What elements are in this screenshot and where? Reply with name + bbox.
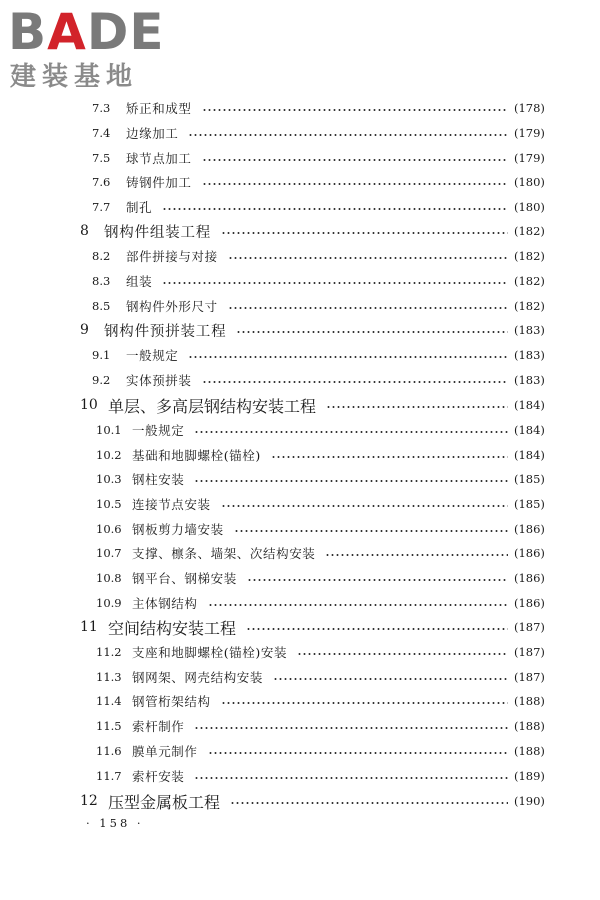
toc-title: 单层、多高层钢结构安装工程 bbox=[108, 396, 317, 416]
toc-title: 支座和地脚螺栓(锚栓)安装 bbox=[132, 645, 288, 660]
toc-page: (183) bbox=[514, 373, 545, 387]
toc-number: 11.2 bbox=[96, 645, 122, 659]
toc-page: (189) bbox=[514, 769, 545, 783]
toc-page: (180) bbox=[514, 200, 545, 214]
toc-number: 9.1 bbox=[92, 348, 111, 362]
toc-number: 8.5 bbox=[92, 299, 111, 313]
toc-page: (183) bbox=[514, 348, 545, 362]
toc-chapter bbox=[0, 615, 600, 639]
dot-leader bbox=[194, 777, 508, 779]
toc-page: (188) bbox=[514, 694, 545, 708]
dot-leader bbox=[202, 183, 508, 185]
toc-entry bbox=[0, 368, 600, 392]
toc-title: 连接节点安装 bbox=[132, 497, 211, 512]
toc-number: 11 bbox=[80, 619, 98, 635]
toc-page: (186) bbox=[514, 596, 545, 610]
toc-entry bbox=[0, 269, 600, 293]
toc-title: 基础和地脚螺栓(锚栓) bbox=[132, 448, 261, 463]
toc-number: 10.9 bbox=[96, 596, 122, 610]
toc-title: 钢构件外形尺寸 bbox=[126, 299, 218, 314]
toc-title: 主体钢结构 bbox=[132, 596, 198, 611]
toc-entry bbox=[0, 244, 600, 268]
dot-leader bbox=[273, 678, 508, 680]
toc-number: 11.7 bbox=[96, 769, 122, 783]
toc-entry bbox=[0, 492, 600, 516]
dot-leader bbox=[202, 109, 508, 111]
toc-title: 索杆安装 bbox=[132, 769, 185, 784]
page-number: · 158 · bbox=[86, 816, 144, 830]
toc-title: 压型金属板工程 bbox=[108, 792, 221, 812]
toc-number: 11.4 bbox=[96, 694, 122, 708]
toc-title: 支撑、檩条、墙架、次结构安装 bbox=[132, 546, 316, 561]
toc-number: 11.5 bbox=[96, 719, 122, 733]
dot-leader bbox=[236, 331, 508, 333]
dot-leader bbox=[228, 307, 508, 309]
toc-page: (179) bbox=[514, 151, 545, 165]
toc-page: (184) bbox=[514, 448, 545, 462]
toc-chapter bbox=[0, 393, 600, 417]
dot-leader bbox=[247, 579, 508, 581]
toc-chapter bbox=[0, 318, 600, 342]
toc-entry bbox=[0, 467, 600, 491]
toc-title: 索杆制作 bbox=[132, 719, 185, 734]
toc-title: 球节点加工 bbox=[126, 151, 192, 166]
toc-title: 铸钢件加工 bbox=[126, 175, 192, 190]
toc-title: 钢网架、网壳结构安装 bbox=[132, 670, 264, 685]
dot-leader bbox=[297, 653, 508, 655]
dot-leader bbox=[208, 604, 508, 606]
toc-number: 8.3 bbox=[92, 274, 111, 288]
toc-title: 钢平台、钢梯安装 bbox=[132, 571, 237, 586]
toc-number: 7.7 bbox=[92, 200, 111, 214]
toc-title: 钢板剪力墙安装 bbox=[132, 522, 224, 537]
toc-page: (179) bbox=[514, 126, 545, 140]
dot-leader bbox=[271, 456, 508, 458]
toc-number: 7.3 bbox=[92, 101, 111, 115]
dot-leader bbox=[246, 628, 508, 630]
toc-title: 钢管桁架结构 bbox=[132, 694, 211, 709]
toc-entry bbox=[0, 689, 600, 713]
toc-page: (188) bbox=[514, 744, 545, 758]
toc-chapter bbox=[0, 219, 600, 243]
dot-leader bbox=[202, 159, 508, 161]
toc-title: 一般规定 bbox=[132, 423, 185, 438]
toc-entry bbox=[0, 343, 600, 367]
logo-wordmark: BADE bbox=[8, 3, 165, 61]
dot-leader bbox=[208, 752, 508, 754]
toc-page: (182) bbox=[514, 249, 545, 263]
toc-entry bbox=[0, 665, 600, 689]
toc-title: 膜单元制作 bbox=[132, 744, 198, 759]
toc-page: (180) bbox=[514, 175, 545, 189]
dot-leader bbox=[221, 702, 508, 704]
toc-page: (188) bbox=[514, 719, 545, 733]
toc-page: (184) bbox=[514, 423, 545, 437]
toc-entry bbox=[0, 121, 600, 145]
toc-title: 矫正和成型 bbox=[126, 101, 192, 116]
toc-title: 钢柱安装 bbox=[132, 472, 185, 487]
toc-page: (183) bbox=[514, 323, 545, 337]
toc-number: 8.2 bbox=[92, 249, 111, 263]
logo-subtitle: 建装基地 bbox=[10, 62, 139, 92]
toc-page: (186) bbox=[514, 522, 545, 536]
toc-number: 11.3 bbox=[96, 670, 122, 684]
toc-entry bbox=[0, 170, 600, 194]
toc-number: 11.6 bbox=[96, 744, 122, 758]
toc-number: 10.5 bbox=[96, 497, 122, 511]
toc-entry bbox=[0, 294, 600, 318]
toc-number: 7.6 bbox=[92, 175, 111, 189]
toc-entry bbox=[0, 591, 600, 615]
toc-number: 9 bbox=[80, 322, 89, 338]
dot-leader bbox=[188, 134, 508, 136]
dot-leader bbox=[202, 381, 508, 383]
toc-entry bbox=[0, 739, 600, 763]
dot-leader bbox=[221, 232, 508, 234]
toc-page: (187) bbox=[514, 670, 545, 684]
toc-entry bbox=[0, 541, 600, 565]
toc-page: (186) bbox=[514, 571, 545, 585]
dot-leader bbox=[221, 505, 508, 507]
toc-title: 一般规定 bbox=[126, 348, 179, 363]
dot-leader bbox=[194, 480, 508, 482]
toc-entry bbox=[0, 443, 600, 467]
toc-number: 10 bbox=[80, 397, 98, 413]
toc-page: (186) bbox=[514, 546, 545, 560]
toc-entry bbox=[0, 640, 600, 664]
dot-leader bbox=[194, 431, 508, 433]
toc-page: (184) bbox=[514, 398, 545, 412]
toc-entry bbox=[0, 566, 600, 590]
toc-title: 制孔 bbox=[126, 200, 153, 215]
toc-title: 钢构件预拼装工程 bbox=[104, 323, 227, 340]
toc-page: (182) bbox=[514, 299, 545, 313]
dot-leader bbox=[188, 356, 508, 358]
toc-page: (182) bbox=[514, 274, 545, 288]
toc-entry bbox=[0, 714, 600, 738]
toc-page: (178) bbox=[514, 101, 545, 115]
dot-leader bbox=[325, 554, 508, 556]
dot-leader bbox=[162, 208, 508, 210]
toc-page: (182) bbox=[514, 224, 545, 238]
toc-title: 边缘加工 bbox=[126, 126, 179, 141]
toc-entry bbox=[0, 146, 600, 170]
dot-leader bbox=[228, 257, 508, 259]
toc-number: 10.2 bbox=[96, 448, 122, 462]
toc-number: 10.3 bbox=[96, 472, 122, 486]
toc-entry bbox=[0, 195, 600, 219]
toc-title: 组装 bbox=[126, 274, 153, 289]
toc-number: 10.7 bbox=[96, 546, 122, 560]
dot-leader bbox=[326, 406, 508, 408]
toc-number: 8 bbox=[80, 223, 89, 239]
toc-page: (190) bbox=[514, 794, 545, 808]
toc-number: 12 bbox=[80, 793, 98, 809]
toc-page: (185) bbox=[514, 472, 545, 486]
toc-number: 10.1 bbox=[96, 423, 122, 437]
toc-number: 9.2 bbox=[92, 373, 111, 387]
toc-number: 10.6 bbox=[96, 522, 122, 536]
dot-leader bbox=[162, 282, 508, 284]
toc-page: (187) bbox=[514, 645, 545, 659]
toc-number: 10.8 bbox=[96, 571, 122, 585]
toc-title: 部件拼接与对接 bbox=[126, 249, 218, 264]
toc-page: (185) bbox=[514, 497, 545, 511]
dot-leader bbox=[230, 802, 508, 804]
toc-title: 钢构件组装工程 bbox=[104, 224, 212, 241]
toc-number: 7.4 bbox=[92, 126, 111, 140]
toc-chapter bbox=[0, 789, 600, 813]
toc-entry bbox=[0, 418, 600, 442]
toc-title: 实体预拼装 bbox=[126, 373, 192, 388]
dot-leader bbox=[194, 727, 508, 729]
toc-page: (187) bbox=[514, 620, 545, 634]
toc-entry bbox=[0, 517, 600, 541]
toc-title: 空间结构安装工程 bbox=[108, 618, 237, 638]
toc-entry bbox=[0, 96, 600, 120]
toc-number: 7.5 bbox=[92, 151, 111, 165]
toc-entry bbox=[0, 764, 600, 788]
dot-leader bbox=[234, 530, 508, 532]
